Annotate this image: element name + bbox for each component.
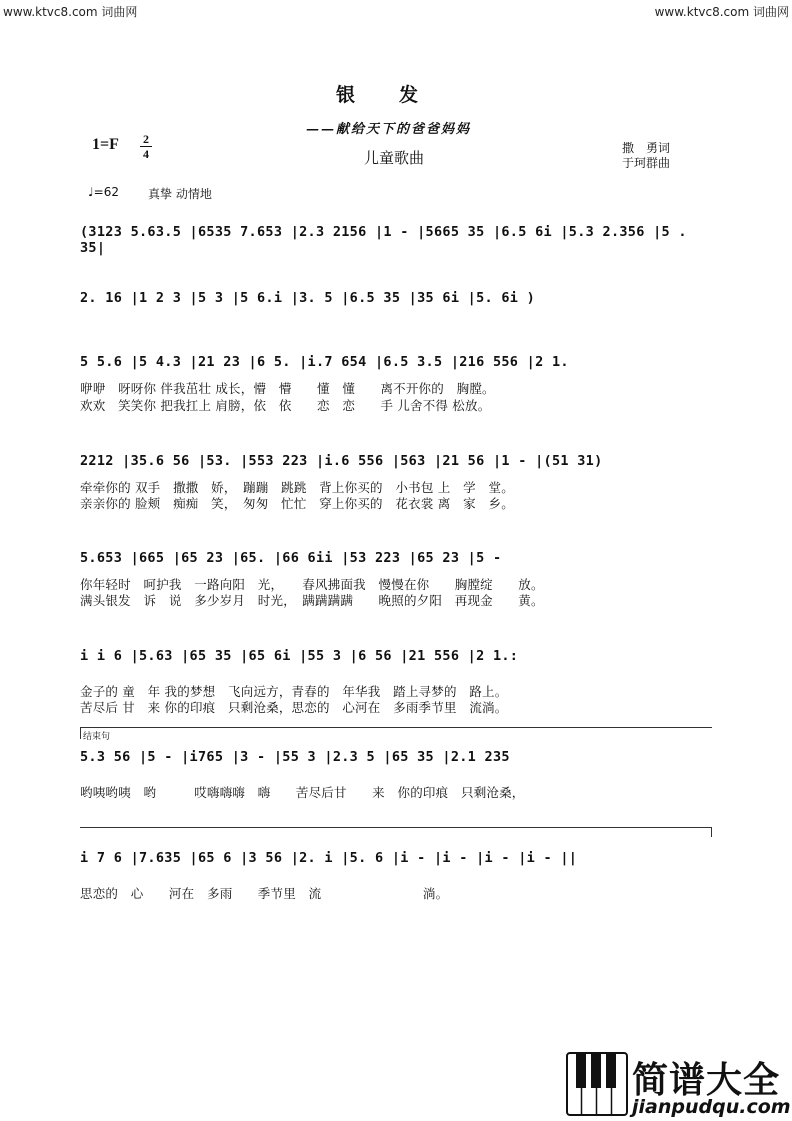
lyricist-credit: 撒 勇词 [622,141,671,155]
ending-bracket-rule [80,727,712,728]
lyric-line-3-verse-2: 欢欢 笑笑你 把我扛上 肩膀，依 依 恋 恋 手 儿舍不得 松放。 [80,398,491,413]
watermark-left: www.ktvc8.com 词曲网 [3,5,138,19]
song-genre: 儿童歌曲 [364,149,425,167]
lyric-line-8: 思恋的 心 河在 多雨 季节里 流 淌。 [80,886,449,901]
lyric-line-4-verse-2: 亲亲你的 脸颊 痴痴 笑， 匆匆 忙忙 穿上你买的 花衣裳 离 家 乡。 [80,496,514,511]
notation-line-7: 5.3 56 |5 - |i765 |3 - |55 3 |2.3 5 |65 35 |2.1 235 [80,749,510,765]
key-signature: 1=F [92,136,119,153]
notation-line-8: i 7 6 |7.635 |65 6 |3 56 |2. i |5. 6 |i - |i - |i - |i - || [80,850,578,866]
composer-credit: 于珂群曲 [622,156,671,170]
time-signature-top: 2 [143,132,149,146]
notation-line-6: i i 6 |5.63 |65 35 |65 6i |55 3 |6 56 |21 556 |2 1.: [80,648,519,664]
ending-label: 结束句 [83,732,111,742]
logo-text: 简谱大全 [632,1060,781,1101]
notation-line-3: 5 5.6 |5 4.3 |21 23 |6 5. |i.7 654 |6.5 3.5 |216 556 |2 1. [80,354,569,370]
time-signature [140,133,152,160]
lyric-line-5-verse-2: 满头银发 诉 说 多少岁月 时光， 蹒蹒蹒蹒 晚照的夕阳 再现金 黄。 [80,593,544,608]
lyric-line-3-verse-1: 咿咿 呀呀你 伴我茁壮 成长，懵 懵 懂 懂 离不开你的 胸膛。 [80,381,495,396]
ending-bracket-tick-2 [711,827,712,837]
ending-bracket-rule-2 [80,827,712,828]
time-signature-bottom: 4 [143,147,149,161]
song-title: 银 发 [336,84,421,106]
notation-line-4: 2212 |35.6 56 |53. |553 223 |i.6 556 |563 |21 56 |1 - |(51 31) [80,453,603,469]
lyric-line-7: 哟咦哟咦 哟 哎嗨嗨嗨 嗨 苦尽后甘 来 你的印痕 只剩沧桑， [80,785,525,800]
notation-line-2: 2. 16 |1 2 3 |5 3 |5 6.i |3. 5 |6.5 35 |35 6i |5. 6i ) [80,290,536,306]
song-subtitle: ——献给天下的爸爸妈妈 [306,122,472,137]
ending-bracket-tick [80,727,81,739]
site-logo [566,1052,791,1118]
lyric-line-5-verse-1: 你年轻时 呵护我 一路向阳 光， 春风拂面我 慢慢在你 胸膛绽 放。 [80,577,544,592]
piano-keys-icon [566,1052,628,1116]
notation-line-1: (3123 5.63.5 |6535 7.653 |2.3 2156 |1 - |5665 35 |6.5 6i |5.3 2.356 |5 . 35| [80,224,687,256]
logo-url: jianpudqu.com [632,1096,791,1118]
lyric-line-6-verse-1: 金子的 童 年 我的梦想 飞向远方，青春的 年华我 踏上寻梦的 路上。 [80,684,508,699]
watermark-right: www.ktvc8.com 词曲网 [654,5,789,19]
expression-marking: 真挚 动情地 [148,187,212,201]
lyric-line-4-verse-1: 牵牵你的 双手 撒撒 娇， 蹦蹦 跳跳 背上你买的 小书包 上 学 堂。 [80,480,514,495]
notation-line-5: 5.653 |665 |65 23 |65. |66 6ii |53 223 |65 23 |5 - [80,550,502,566]
tempo-marking: ♩=62 [88,185,119,199]
lyric-line-6-verse-2: 苦尽后 甘 来 你的印痕 只剩沧桑，思恋的 心河在 多雨季节里 流淌。 [80,700,508,715]
